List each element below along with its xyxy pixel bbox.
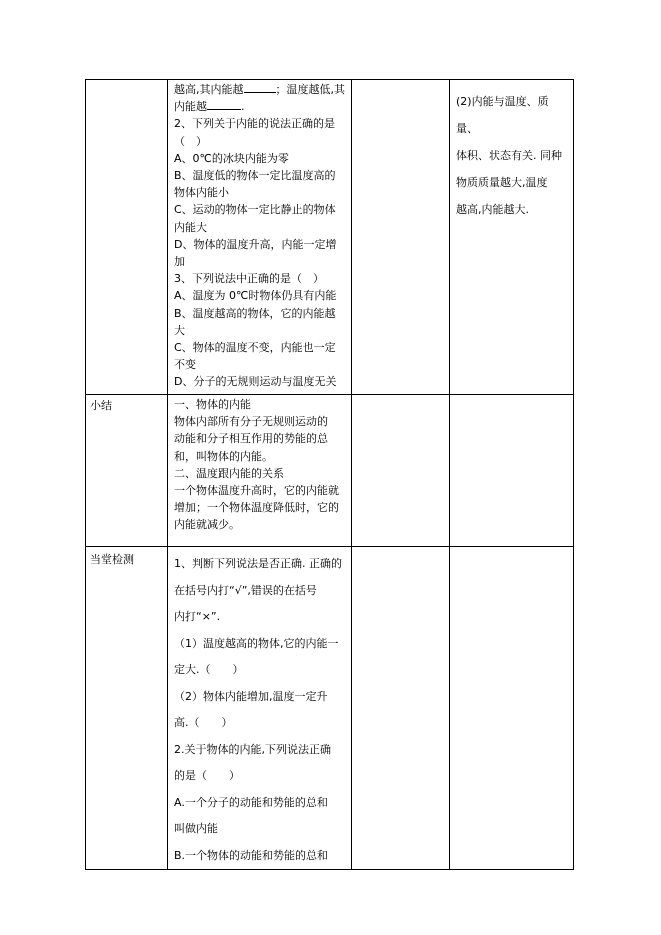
summary-label: 小结 [90, 399, 112, 412]
text-line: 内打“×”. [174, 610, 221, 623]
check-label: 当堂检测 [90, 553, 134, 566]
text-line: 内能就减少。 [174, 518, 240, 532]
text-line: C、物体的温度不变，内能也一定 [174, 341, 336, 355]
text-fragment: 内能越 [174, 100, 207, 114]
text-line: 2、下列关于内能的说法正确的是 [174, 117, 335, 131]
text-line: B.一个物体的动能和势能的总和 [174, 848, 329, 862]
lesson-plan-table [85, 79, 574, 870]
text-line: A、0℃的冰块内能为零 [174, 151, 289, 165]
text-line: 内能大 [174, 220, 207, 234]
empty-cell [450, 547, 574, 870]
text-line: 二、温度跟内能的关系 [174, 466, 284, 480]
text-line: 加 [174, 255, 185, 269]
text-line: 3、下列说法中正确的是（ ） [174, 272, 324, 286]
empty-cell [352, 547, 450, 870]
check-questions [168, 547, 351, 869]
row-label-cell [86, 547, 168, 870]
text-line: 一、物体的内能 [174, 398, 251, 411]
text-line: 增加；一个物体温度降低时，它的 [174, 501, 339, 515]
text-line: 在括号内打“√”,错误的在括号 [174, 583, 317, 597]
table-row [86, 80, 574, 395]
text-line: D、物体的温度升高，内能一定增 [174, 237, 337, 251]
text-line: 和，叫物体的内能。 [174, 449, 273, 463]
text-fragment: 越高,其内能越 [174, 83, 244, 96]
text-line: A.一个分子的动能和势能的总和 [174, 795, 328, 809]
text-line: 不变 [174, 358, 196, 372]
text-line: （2）物体内能增加,温度一定升 [174, 689, 328, 703]
text-fragment: . [241, 100, 245, 114]
text-line: 大 [174, 323, 185, 337]
empty-cell [450, 395, 574, 547]
text-line: （1）温度越高的物体,它的内能一 [174, 636, 339, 650]
fill-in-blank [244, 82, 276, 93]
note-line: 越高,内能越大. [456, 203, 529, 216]
text-line: B、温度低的物体一定比温度高的 [174, 169, 336, 183]
text-line [174, 81, 347, 98]
text-line: 高.（ ） [174, 716, 233, 729]
table-row [86, 395, 574, 547]
note-cell [450, 80, 574, 395]
text-line: 一个物体温度升高时，它的内能就 [174, 484, 339, 498]
text-line: A、温度为 0℃时物体仍具有内能 [174, 289, 337, 303]
row-label-cell [86, 80, 168, 395]
note-line: 体积、状态有关. 同种 [456, 149, 562, 162]
text-line: 2.关于物体的内能,下列说法正确 [174, 742, 331, 756]
table-row [86, 547, 574, 870]
text-line: 物体内能小 [174, 186, 229, 200]
text-line: 1、判断下列说法是否正确. 正确的 [174, 557, 342, 570]
text-line: 叫做内能 [174, 822, 218, 835]
text-fragment: ；温度越低,其 [275, 83, 345, 96]
text-line: 的是（ ） [174, 769, 240, 782]
text-line: 定大.（ ） [174, 663, 244, 676]
text-line: 物体内部所有分子无规则运动的 [174, 415, 328, 429]
row-label-cell [86, 395, 168, 547]
text-line: 动能和分子相互作用的势能的总 [174, 432, 328, 446]
note-line: (2)内能与温度、质量、 [456, 95, 549, 135]
note-line: 物质质量越大,温度 [456, 176, 548, 189]
content-cell [168, 547, 352, 870]
fill-in-blank [207, 99, 241, 110]
text-line [174, 98, 347, 115]
content-cell [168, 395, 352, 547]
text-line: D、分子的无规则运动与温度无关 [174, 375, 337, 389]
text-line: （ ） [174, 134, 207, 148]
text-line: C、运动的物体一定比静止的物体 [174, 203, 336, 217]
summary-text [168, 395, 351, 534]
text-line: B、温度越高的物体，它的内能越 [174, 306, 336, 320]
empty-cell [352, 395, 450, 547]
content-cell [168, 80, 352, 395]
empty-cell [352, 80, 450, 395]
question-list [168, 80, 351, 391]
note-text [450, 80, 573, 223]
